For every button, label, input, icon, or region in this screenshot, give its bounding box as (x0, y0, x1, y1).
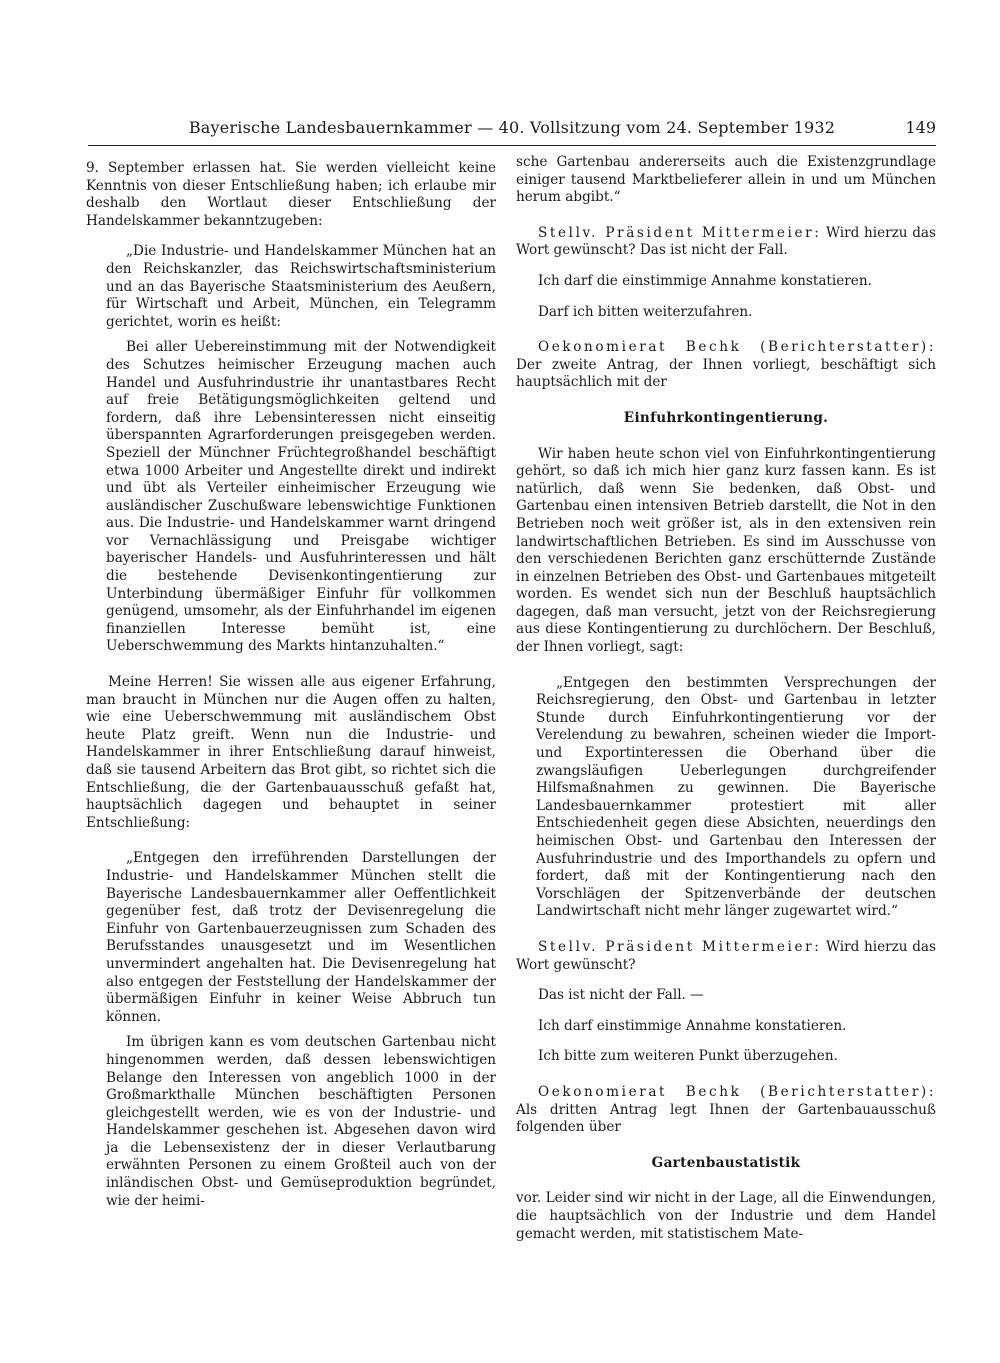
header-rule (88, 145, 936, 146)
paragraph: Meine Herren! Sie wissen alle aus eigener Erfahrung, man braucht in München nur die Augen offen zu halten, wie eine Ueberschwemmung mit ausländischem Obst heute Platz greift. Wenn nun die Industrie- und Handelskammer in ihrer Entschließung darauf hinweist, daß sie tausend Arbeitern das Brot gibt, so richtet sich die Entschließung, die der Gartenbauausschuß gefaßt hat, hauptsächlich dagegen und behauptet in seiner Entschließung: (86, 674, 496, 831)
page-header (88, 118, 936, 142)
speaker-paragraph (516, 1084, 936, 1137)
quote-paragraph: Im übrigen kann es vom deutschen Gartenbau nicht hingenommen werden, daß dessen lebenswichtigen Belange den Interessen von angeblich 1000 in der Großmarkthalle München beschäftigten Personen gleichgestellt werden, wie es von der Industrie- und Handelskammer geschehen ist. Abgesehen davon wird ja die Lebensexistenz der in dieser Verlautbarung erwähnten Personen zu einem Großteil auch von der inländischen Obst- und Gemüseproduktion begründet, wie der heimi- (106, 1034, 496, 1209)
right-column (516, 154, 936, 1243)
quote-paragraph: „Entgegen den bestimmten Versprechungen der Reichsregierung, den Obst- und Gartenbau in letzter Stunde durch Einfuhrkontingentierung vor der Verelendung zu bewahren, scheinen wieder die Import- und Exportinteressen die Oberhand über die zwangsläufigen Ueberlegungen durchgreifender Hilfsmaßnahmen zu gewinnen. Die Bayerische Landesbauernkammer protestiert mit aller Entschiedenheit gegen diese Absichten, neuerdings den heimischen Obst- und Gartenbau den Interessen der Ausfuhrindustrie und des Importhandels zu opfern und fordert, daß mit der Kontingentierung nach den Vorschlägen der Spitzenverbände der deutschen Landwirtschaft nicht mehr länger zugewartet wird.“ (536, 674, 936, 920)
section-heading: Einfuhrkontingentierung. (623, 409, 829, 426)
paragraph: Das ist nicht der Fall. — (538, 987, 704, 1004)
speaker-text: Der zweite Antrag, der Ihnen vorliegt, beschäftigt sich hauptsächlich mit der (516, 356, 936, 391)
speaker-paragraph (516, 939, 936, 974)
speaker-text: Wird hierzu das Wort gewünscht? (516, 938, 936, 973)
paragraph: sche Gartenbau andererseits auch die Existenzgrundlage einiger tausend Marktbelieferer allein in und um München herum abgibt.“ (516, 154, 936, 206)
speaker-text: Als dritten Antrag legt Ihnen der Gartenbauausschuß folgenden über (516, 1101, 936, 1136)
paragraph: Ich bitte zum weiteren Punkt überzugehen. (538, 1048, 838, 1065)
running-title: Bayerische Landesbauernkammer — 40. Vollsitzung vom 24. September 1932 (188, 118, 836, 137)
paragraph: vor. Leider sind wir nicht in der Lage, all die Einwendungen, die hauptsächlich von der Industrie und dem Handel gemacht werden, mit statistischem Mate- (516, 1190, 936, 1242)
speaker-name: Oekonomierat Bechk (Berichterstatter): (538, 1083, 936, 1100)
speaker-paragraph (516, 225, 936, 260)
speaker-name: Oekonomierat Bechk (Berichterstatter): (538, 339, 936, 356)
section-heading: Gartenbaustatistik (651, 1154, 801, 1171)
quote-paragraph: „Die Industrie- und Handelskammer München hat an den Reichskanzler, das Reichswirtschaftsministerium und an das Bayerische Staatsministerium des Aeußern, für Wirtschaft und Arbeit, München, ein Telegramm gerichtet, worin es heißt: (106, 243, 496, 330)
paragraph: Ich darf die einstimmige Annahme konstatieren. (538, 272, 872, 289)
page-number: 149 (905, 118, 936, 137)
quote-paragraph: Bei aller Uebereinstimmung mit der Notwendigkeit des Schutzes heimischer Erzeugung machen auch Handel und Ausfuhrindustrie ihr unantastbares Recht auf freie Betätigungsmöglichkeiten geltend und fordern, daß ihre Lebensinteressen nicht einseitig überspannten Agrarforderungen preisgegeben werden. Speziell der Münchner Früchtegroßhandel beschäftigt etwa 1000 Arbeiter und Angestellte direkt und indirekt und übt als Verteiler einheimischer Erzeugung wie ausländischer Zuschußware lebenswichtige Funktionen aus. Die Industrie- und Handelskammer warnt dringend vor Vernachlässigung und Preisgabe wichtiger bayerischer Handels- und Ausfuhrinteressen und hält die bestehende Devisenkontingentierung zur Unterbindung übermäßiger Einfuhr für vollkommen genügend, umsomehr, als der Einfuhrhandel im eigenen finanziellen Interesse bemüht ist, eine Ueberschwemmung des Markts hintanzuhalten.“ (106, 339, 496, 655)
paragraph: Ich darf einstimmige Annahme konstatieren. (538, 1017, 847, 1034)
speaker-text: Wird hierzu das Wort gewünscht? Das ist nicht der Fall. (516, 224, 936, 259)
paragraph: 9. September erlassen hat. Sie werden vielleicht keine Kenntnis von dieser Entschließung haben; ich erlaube mir deshalb den Wortlaut dieser Entschließung der Handelskammer bekanntzugeben: (86, 160, 496, 229)
quote-paragraph: „Entgegen den irreführenden Darstellungen der Industrie- und Handelskammer München stellt die Bayerische Landesbauernkammer aller Oeffentlichkeit gegenüber fest, daß trotz der Devisenregelung die Einfuhr von Gartenbauerzeugnissen zum Schaden des Berufsstandes unausgesetzt und im Wesentlichen unvermindert angehalten hat. Die Devisenregelung hat also entgegen der Feststellung der Handelskammer der übermäßigen Einfuhr in keiner Weise Abbruch tun können. (106, 850, 496, 1025)
speaker-paragraph (516, 339, 936, 392)
left-column (86, 160, 496, 1210)
speaker-name: Stellv. Präsident Mittermeier: (538, 224, 822, 241)
paragraph: Wir haben heute schon viel von Einfuhrkontingentierung gehört, so daß ich mich hier ganz kurz fassen kann. Es ist natürlich, daß wenn Sie bedenken, daß Obst- und Gartenbau einen intensiven Betrieb darstellt, die Not in den Betrieben noch weit größer ist, als in den extensiven rein landwirtschaftlichen Betrieben. Es sind im Ausschusse von den verschiedenen Berichten ganz erschütternde Zustände in einzelnen Betrieben des Obst- und Gartenbaues mitgeteilt worden. Es wendet sich nun der Beschluß hauptsächlich dagegen, daß man versucht, jetzt von der Reichsregierung aus diese Kontingentierung zu durchlöchern. Der Beschluß, der Ihnen vorliegt, sagt: (516, 445, 936, 656)
paragraph: Darf ich bitten weiterzufahren. (538, 303, 753, 320)
speaker-name: Stellv. Präsident Mittermeier: (538, 938, 822, 955)
